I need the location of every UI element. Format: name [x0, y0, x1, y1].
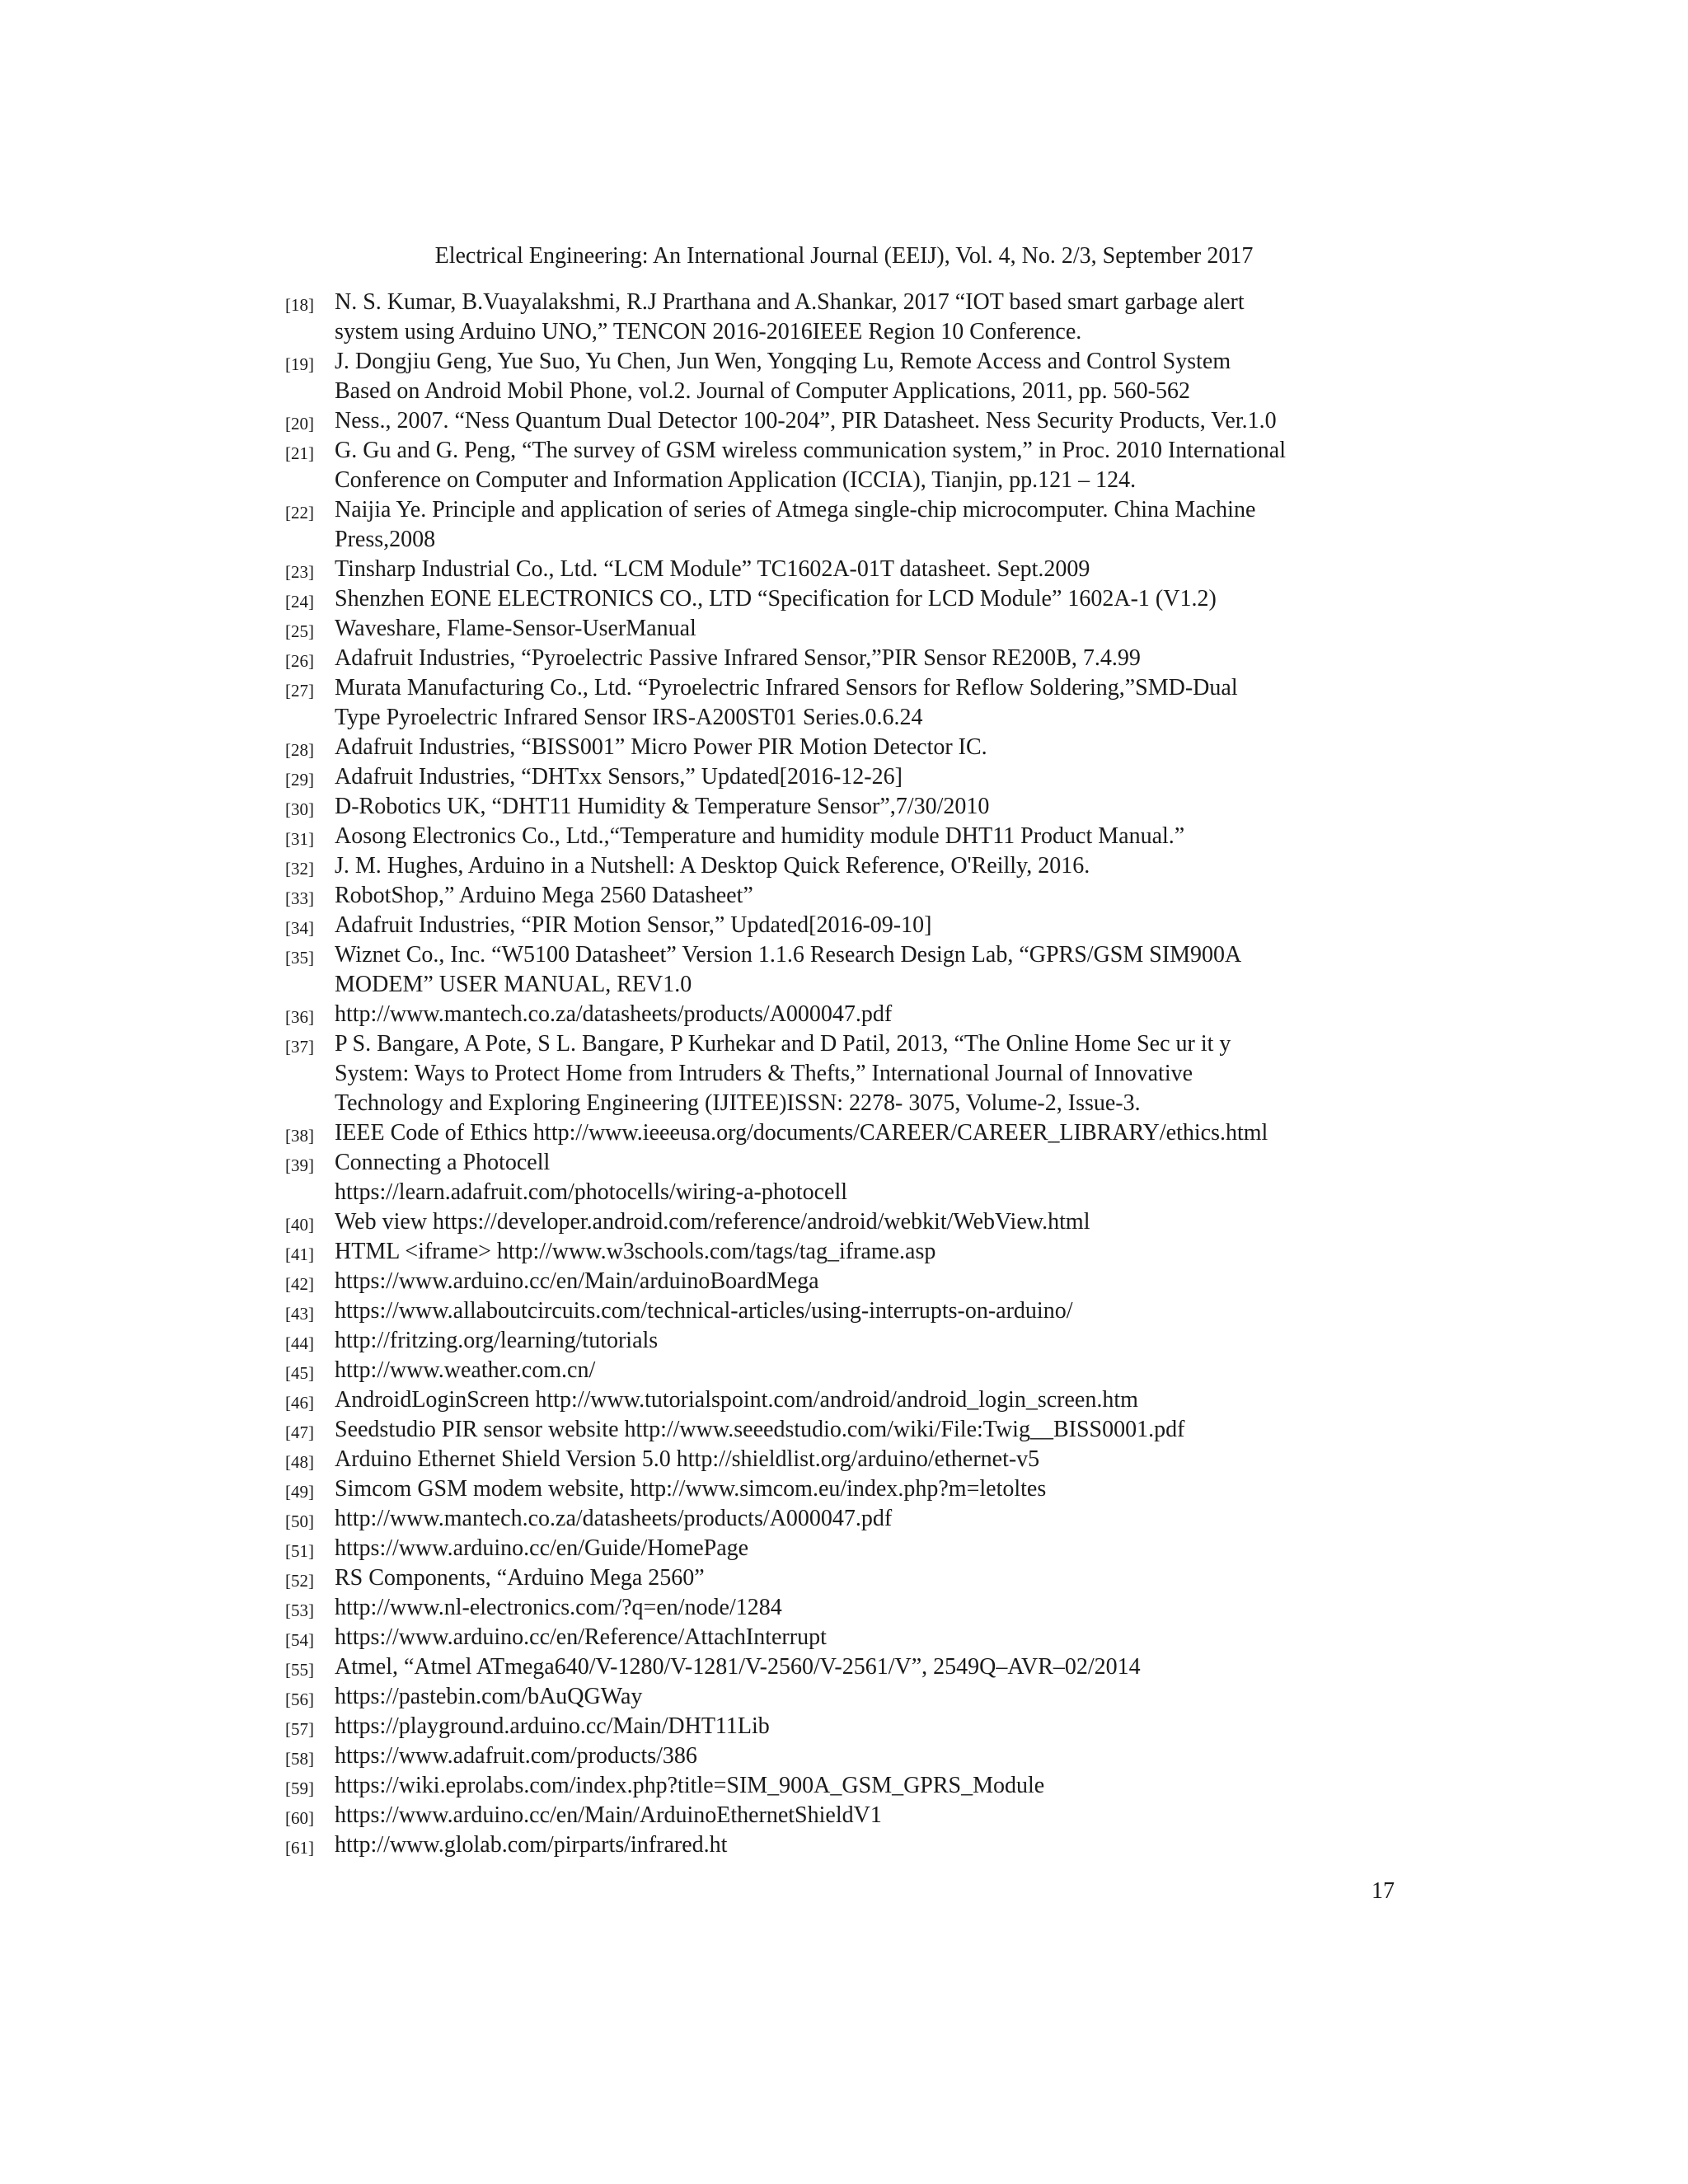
reference-text-line: https://www.adafruit.com/products/386: [335, 1743, 697, 1769]
reference-number: [54]: [285, 1630, 314, 1650]
reference-text-line: Web view https://developer.android.com/reference/android/webkit/WebView.html: [335, 1209, 1090, 1235]
reference-text-line: Waveshare, Flame-Sensor-UserManual: [335, 616, 696, 641]
reference-text-line: Seedstudio PIR sensor website http://www.seeedstudio.com/wiki/File:Twig__BISS0001.pdf: [335, 1417, 1185, 1442]
reference-entry: [285, 733, 1395, 762]
reference-number: [20]: [285, 414, 314, 434]
reference-text-line: https://learn.adafruit.com/photocells/wiring-a-photocell: [335, 1179, 848, 1205]
reference-text-line: J. M. Hughes, Arduino in a Nutshell: A Desktop Quick Reference, O'Reilly, 2016.: [335, 853, 1090, 879]
reference-entry: [285, 1267, 1395, 1296]
reference-entry: [285, 644, 1395, 673]
reference-number: [21]: [285, 443, 314, 463]
reference-text-line: J. Dongjiu Geng, Yue Suo, Yu Chen, Jun Wen, Yongqing Lu, Remote Access and Control System: [335, 349, 1231, 374]
reference-number: [31]: [285, 829, 314, 849]
reference-text-line: Conference on Computer and Information Application (ICCIA), Tianjin, pp.121 – 124.: [335, 467, 1137, 493]
reference-entry: [285, 1563, 1395, 1593]
reference-text-line: Shenzhen EONE ELECTRONICS CO., LTD “Specification for LCD Module” 1602A-1 (V1.2): [335, 586, 1217, 612]
reference-number: [26]: [285, 651, 314, 671]
reference-text-line: Atmel, “Atmel ATmega640/V-1280/V-1281/V-2560/V-2561/V”, 2549Q–AVR–02/2014: [335, 1654, 1141, 1680]
reference-number: [53]: [285, 1601, 314, 1620]
reference-number: [32]: [285, 859, 314, 879]
reference-text-line: https://www.allaboutcircuits.com/technical-articles/using-interrupts-on-arduino/: [335, 1298, 1073, 1324]
reference-entry: [285, 851, 1395, 881]
reference-text-line: Adafruit Industries, “BISS001” Micro Power PIR Motion Detector IC.: [335, 734, 987, 760]
reference-entry: [285, 792, 1395, 822]
reference-entry: [285, 436, 1395, 495]
reference-number: [47]: [285, 1422, 314, 1442]
reference-number: [29]: [285, 770, 314, 790]
reference-number: [49]: [285, 1482, 314, 1502]
reference-number: [25]: [285, 621, 314, 641]
reference-entry: [285, 940, 1395, 1000]
reference-text-line: https://playground.arduino.cc/Main/DHT11Lib: [335, 1713, 770, 1739]
reference-text-line: P S. Bangare, A Pote, S L. Bangare, P Kurhekar and D Patil, 2013, “The Online Home Sec ur it y: [335, 1031, 1231, 1057]
reference-text-line: RS Components, “Arduino Mega 2560”: [335, 1565, 705, 1591]
reference-entry: [285, 1415, 1395, 1445]
reference-text-line: https://www.arduino.cc/en/Main/arduinoBoardMega: [335, 1268, 819, 1294]
reference-entry: [285, 347, 1395, 406]
reference-number: [35]: [285, 948, 314, 968]
reference-entry: [285, 1326, 1395, 1356]
reference-entry: [285, 673, 1395, 733]
reference-text-line: https://www.arduino.cc/en/Guide/HomePage: [335, 1535, 749, 1561]
reference-text-line: http://fritzing.org/learning/tutorials: [335, 1328, 659, 1353]
reference-entry: [285, 1000, 1395, 1029]
reference-number: [45]: [285, 1363, 314, 1383]
reference-entry: [285, 495, 1395, 555]
reference-entry: [285, 1593, 1395, 1623]
reference-text-line: http://www.nl-electronics.com/?q=en/node/1284: [335, 1595, 782, 1620]
reference-text-line: HTML <iframe> http://www.w3schools.com/tags/tag_iframe.asp: [335, 1239, 936, 1264]
reference-entry: [285, 1148, 1395, 1207]
reference-number: [37]: [285, 1037, 314, 1057]
reference-number: [57]: [285, 1719, 314, 1739]
reference-text-line: RobotShop,” Arduino Mega 2560 Datasheet”: [335, 883, 753, 908]
reference-number: [43]: [285, 1304, 314, 1324]
reference-number: [24]: [285, 592, 314, 612]
reference-text-line: https://wiki.eprolabs.com/index.php?title=SIM_900A_GSM_GPRS_Module: [335, 1773, 1045, 1798]
reference-text-line: Technology and Exploring Engineering (IJITEE)ISSN: 2278- 3075, Volume-2, Issue-3.: [335, 1090, 1141, 1116]
reference-text-line: http://www.weather.com.cn/: [335, 1357, 596, 1383]
reference-number: [36]: [285, 1007, 314, 1027]
reference-text-line: Based on Android Mobil Phone, vol.2. Journal of Computer Applications, 2011, pp. 560-562: [335, 378, 1191, 404]
reference-number: [60]: [285, 1808, 314, 1828]
reference-entry: [285, 1830, 1395, 1860]
reference-entry: [285, 881, 1395, 911]
reference-entry: [285, 1029, 1395, 1118]
reference-text-line: Ness., 2007. “Ness Quantum Dual Detector 100-204”, PIR Datasheet. Ness Security Products, Ver.1.0: [335, 408, 1277, 434]
reference-entry: [285, 1741, 1395, 1771]
reference-text-line: Tinsharp Industrial Co., Ltd. “LCM Module” TC1602A-01T datasheet. Sept.2009: [335, 556, 1090, 582]
reference-number: [58]: [285, 1749, 314, 1769]
reference-entry: [285, 1534, 1395, 1563]
reference-number: [51]: [285, 1541, 314, 1561]
reference-text-line: Aosong Electronics Co., Ltd.,“Temperature and humidity module DHT11 Product Manual.”: [335, 823, 1185, 849]
reference-entry: [285, 1385, 1395, 1415]
reference-number: [41]: [285, 1244, 314, 1264]
reference-number: [50]: [285, 1511, 314, 1531]
reference-text-line: AndroidLoginScreen http://www.tutorialspoint.com/android/android_login_screen.htm: [335, 1387, 1138, 1413]
reference-list: [285, 288, 1395, 1860]
reference-entry: [285, 1623, 1395, 1652]
reference-text-line: https://www.arduino.cc/en/Main/ArduinoEthernetShieldV1: [335, 1802, 882, 1828]
reference-entry: [285, 1237, 1395, 1267]
reference-text-line: Naijia Ye. Principle and application of series of Atmega single-chip microcomputer. China Machine: [335, 497, 1256, 523]
reference-text-line: Murata Manufacturing Co., Ltd. “Pyroelectric Infrared Sensors for Reflow Soldering,”SMD-Dual: [335, 675, 1238, 701]
reference-entry: [285, 1652, 1395, 1682]
reference-entry: [285, 1801, 1395, 1830]
reference-text-line: Connecting a Photocell: [335, 1150, 551, 1175]
reference-entry: [285, 1682, 1395, 1712]
reference-entry: [285, 1356, 1395, 1385]
reference-number: [23]: [285, 562, 314, 582]
reference-text-line: Simcom GSM modem website, http://www.simcom.eu/index.php?m=letoltes: [335, 1476, 1047, 1502]
reference-number: [28]: [285, 740, 314, 760]
reference-entry: [285, 822, 1395, 851]
reference-entry: [285, 614, 1395, 644]
reference-entry: [285, 406, 1395, 436]
reference-number: [22]: [285, 503, 314, 523]
reference-text-line: Adafruit Industries, “PIR Motion Sensor,” Updated[2016-09-10]: [335, 912, 932, 938]
reference-number: [30]: [285, 799, 314, 819]
reference-text-line: IEEE Code of Ethics http://www.ieeeusa.org/documents/CAREER/CAREER_LIBRARY/ethics.html: [335, 1120, 1268, 1146]
reference-text-line: Arduino Ethernet Shield Version 5.0 http://shieldlist.org/arduino/ethernet-v5: [335, 1446, 1040, 1472]
reference-number: [34]: [285, 918, 314, 938]
page-number: 17: [1372, 1878, 1395, 1904]
reference-number: [18]: [285, 295, 314, 315]
reference-entry: [285, 762, 1395, 792]
reference-entry: [285, 1771, 1395, 1801]
reference-number: [19]: [285, 354, 314, 374]
reference-text-line: http://www.mantech.co.za/datasheets/products/A000047.pdf: [335, 1506, 893, 1531]
reference-text-line: G. Gu and G. Peng, “The survey of GSM wireless communication system,” in Proc. 2010 International: [335, 438, 1287, 463]
reference-number: [59]: [285, 1779, 314, 1798]
reference-number: [55]: [285, 1660, 314, 1680]
reference-text-line: https://pastebin.com/bAuQGWay: [335, 1684, 643, 1709]
reference-number: [42]: [285, 1274, 314, 1294]
reference-entry: [285, 1207, 1395, 1237]
reference-entry: [285, 1296, 1395, 1326]
reference-entry: [285, 1504, 1395, 1534]
reference-entry: [285, 584, 1395, 614]
reference-text-line: System: Ways to Protect Home from Intruders & Thefts,” International Journal of Innovative: [335, 1061, 1193, 1086]
reference-entry: [285, 288, 1395, 347]
reference-number: [33]: [285, 888, 314, 908]
reference-text-line: system using Arduino UNO,” TENCON 2016-2016IEEE Region 10 Conference.: [335, 319, 1082, 344]
reference-text-line: http://www.glolab.com/pirparts/infrared.ht: [335, 1832, 728, 1858]
reference-entry: [285, 555, 1395, 584]
reference-entry: [285, 1118, 1395, 1148]
reference-text-line: Press,2008: [335, 527, 436, 552]
reference-entry: [285, 911, 1395, 940]
reference-text-line: https://www.arduino.cc/en/Reference/AttachInterrupt: [335, 1624, 827, 1650]
reference-text-line: N. S. Kumar, B.Vuayalakshmi, R.J Prarthana and A.Shankar, 2017 “IOT based smart garbage alert: [335, 289, 1245, 315]
reference-number: [61]: [285, 1838, 314, 1858]
reference-entry: [285, 1712, 1395, 1741]
reference-number: [56]: [285, 1690, 314, 1709]
reference-text-line: Adafruit Industries, “Pyroelectric Passive Infrared Sensor,”PIR Sensor RE200B, 7.4.99: [335, 645, 1141, 671]
reference-number: [46]: [285, 1393, 314, 1413]
reference-entry: [285, 1445, 1395, 1474]
reference-number: [27]: [285, 681, 314, 701]
reference-entry: [285, 1474, 1395, 1504]
reference-text-line: MODEM” USER MANUAL, REV1.0: [335, 972, 692, 997]
reference-number: [44]: [285, 1333, 314, 1353]
reference-text-line: Adafruit Industries, “DHTxx Sensors,” Updated[2016-12-26]: [335, 764, 903, 790]
reference-text-line: Wiznet Co., Inc. “W5100 Datasheet” Version 1.1.6 Research Design Lab, “GPRS/GSM SIM900A: [335, 942, 1242, 968]
reference-text-line: Type Pyroelectric Infrared Sensor IRS-A200ST01 Series.0.6.24: [335, 705, 923, 730]
reference-number: [39]: [285, 1155, 314, 1175]
reference-number: [52]: [285, 1571, 314, 1591]
reference-text-line: http://www.mantech.co.za/datasheets/products/A000047.pdf: [335, 1001, 893, 1027]
reference-text-line: D-Robotics UK, “DHT11 Humidity & Temperature Sensor”,7/30/2010: [335, 794, 990, 819]
reference-number: [48]: [285, 1452, 314, 1472]
running-header: Electrical Engineering: An International Journal (EEIJ), Vol. 4, No. 2/3, September 2017: [434, 243, 1254, 269]
reference-number: [38]: [285, 1126, 314, 1146]
reference-number: [40]: [285, 1215, 314, 1235]
